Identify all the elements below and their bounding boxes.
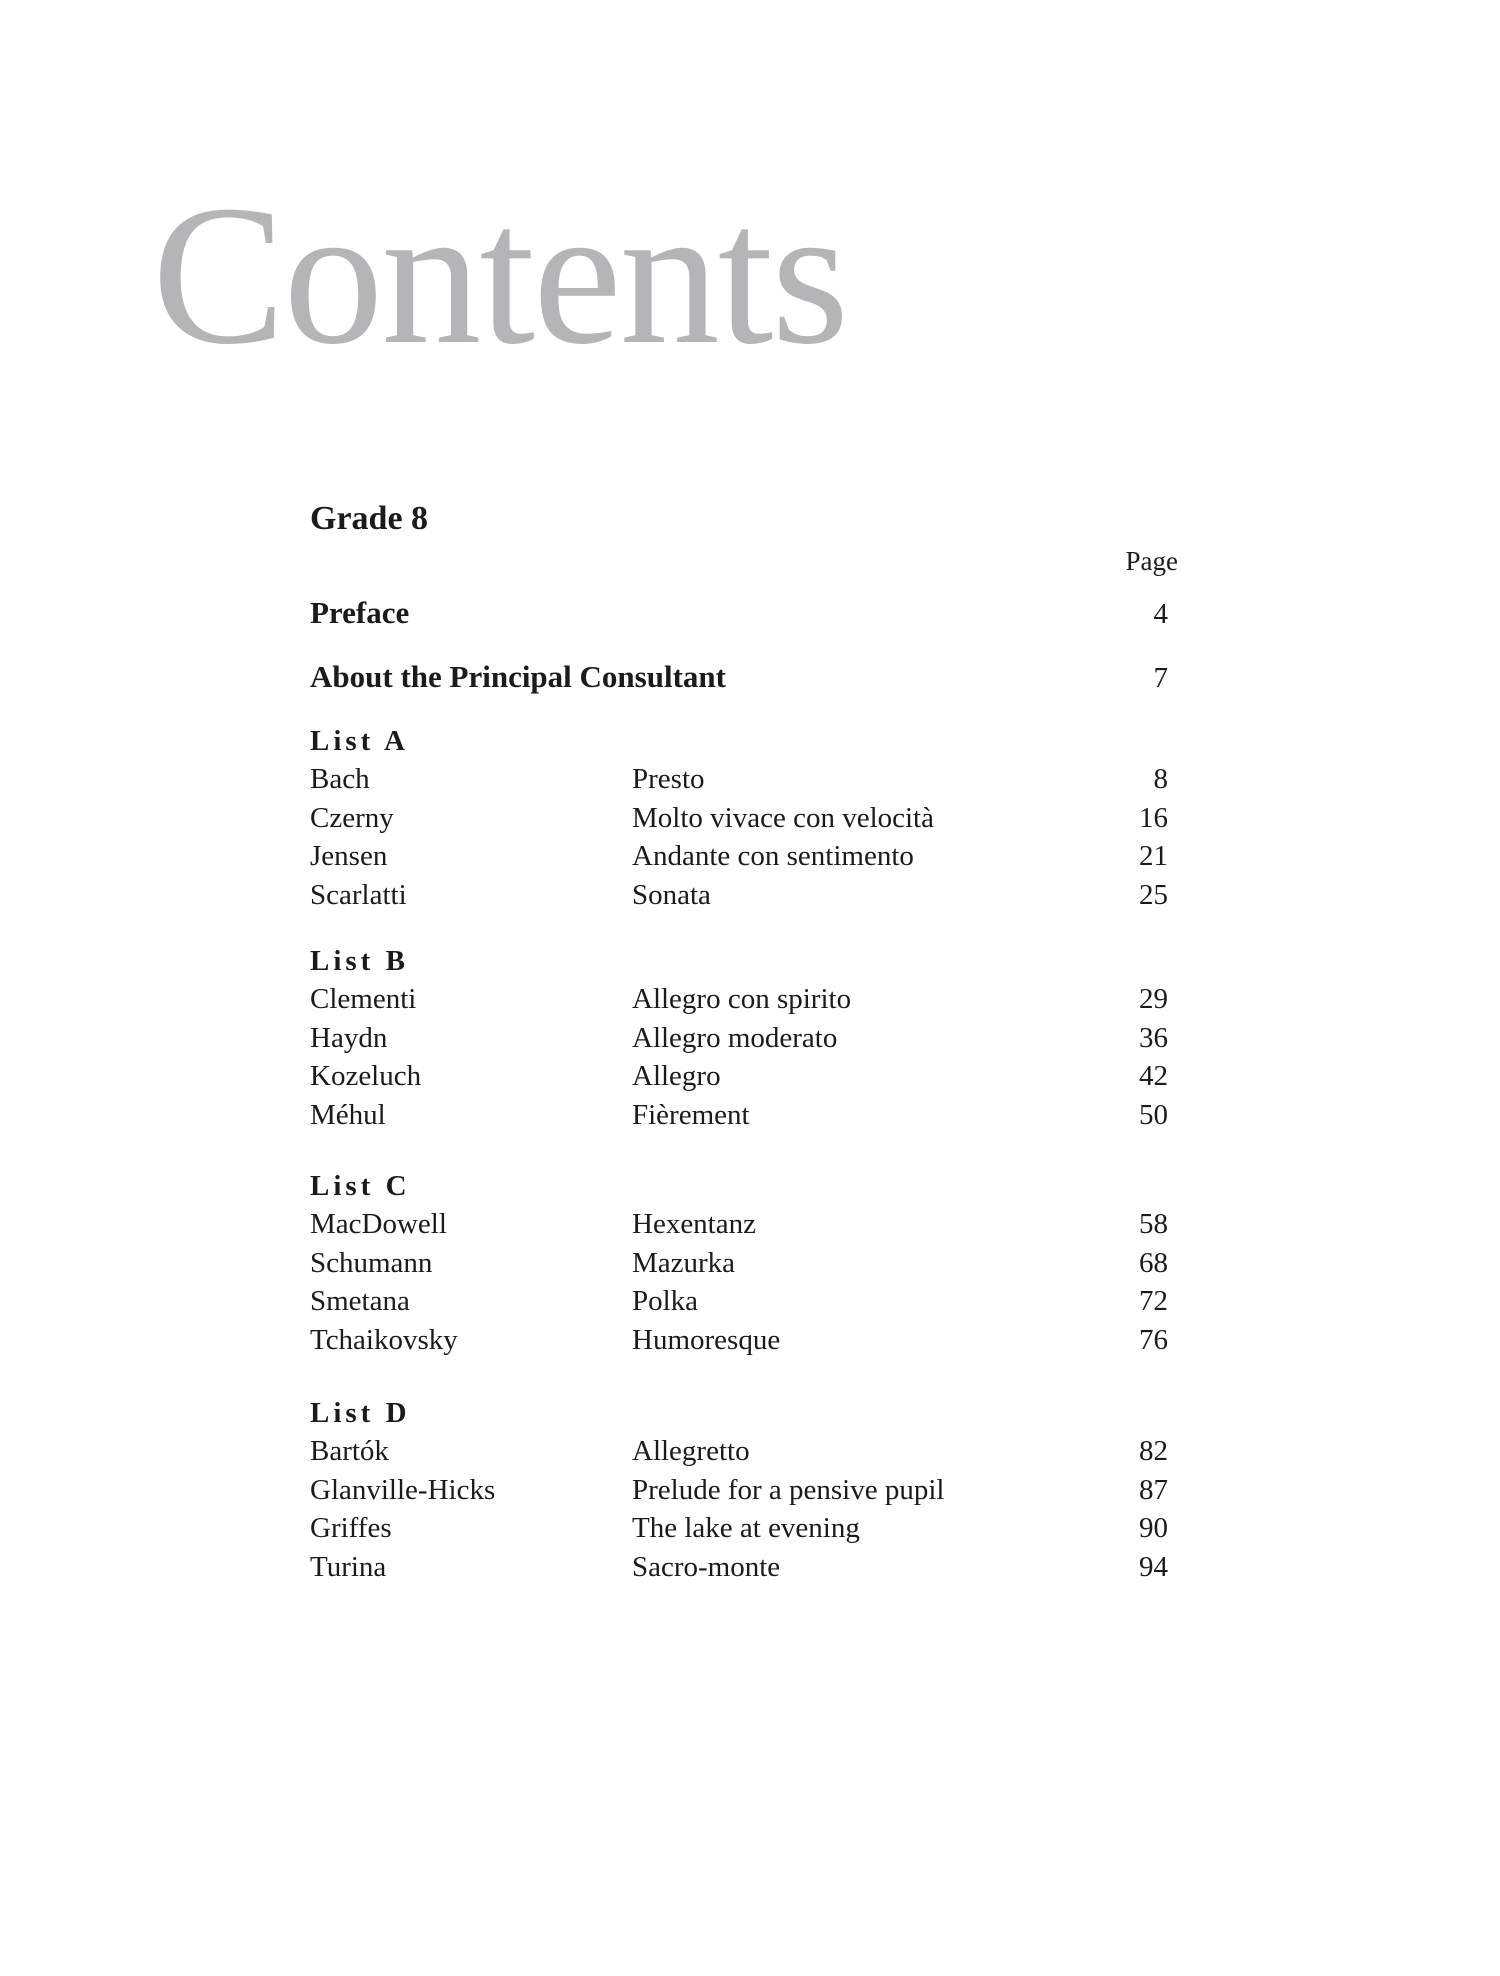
- toc-entry: [310, 1471, 1178, 1510]
- entry-composer: Griffes: [310, 1512, 392, 1544]
- entry-page-number: 50: [1139, 1098, 1168, 1131]
- entry-title: Molto vivace con velocità: [632, 801, 934, 834]
- entry-title: Allegro moderato: [632, 1021, 838, 1054]
- entry-composer: Jensen: [310, 840, 388, 872]
- toc-entry: [310, 1509, 1178, 1548]
- entry-page-number: 16: [1139, 801, 1168, 834]
- toc-entry: [310, 980, 1178, 1019]
- entry-page-number: 76: [1139, 1323, 1168, 1356]
- entry-title: Sonata: [632, 878, 711, 911]
- entry-page-number: 90: [1139, 1512, 1168, 1544]
- contents-title: Contents: [152, 165, 848, 386]
- entry-title: Allegro con spirito: [632, 983, 852, 1015]
- entry-title: Allegro: [632, 1060, 721, 1092]
- section-heading: List B: [310, 945, 409, 977]
- table-of-contents: [310, 500, 1178, 1586]
- entry-composer: Czerny: [310, 801, 394, 834]
- entry-title: Humoresque: [632, 1323, 781, 1356]
- grade-heading: Grade 8: [310, 500, 429, 537]
- entry-label: Preface: [310, 595, 410, 630]
- entry-page-number: 25: [1139, 878, 1168, 911]
- entry-page-number: 58: [1139, 1208, 1168, 1240]
- toc-entry: [310, 837, 1178, 876]
- entry-composer: Kozeluch: [310, 1060, 422, 1092]
- toc-entry-about-consultant: [310, 656, 1178, 699]
- entry-composer: Schumann: [310, 1246, 433, 1279]
- page-column-header: Page: [1125, 546, 1178, 576]
- entry-title: Sacro-monte: [632, 1550, 781, 1583]
- entry-composer: Clementi: [310, 983, 417, 1015]
- toc-entry: [310, 1548, 1178, 1587]
- toc-entry-preface: [310, 592, 1178, 635]
- entry-page-number: 8: [1153, 763, 1168, 795]
- toc-entry: [310, 876, 1178, 915]
- entry-composer: Bach: [310, 763, 370, 795]
- toc-entry: [310, 1244, 1178, 1283]
- entry-page-number: 68: [1139, 1246, 1168, 1279]
- entry-composer: Glanville-Hicks: [310, 1473, 496, 1506]
- entry-title: Mazurka: [632, 1246, 736, 1279]
- entry-page-number: 36: [1139, 1021, 1168, 1054]
- entry-composer: Bartók: [310, 1435, 389, 1467]
- entry-composer: MacDowell: [310, 1208, 447, 1240]
- entry-page-number: 94: [1139, 1550, 1168, 1583]
- entry-title: Hexentanz: [632, 1208, 756, 1240]
- toc-entry: [310, 1205, 1178, 1244]
- entry-page-number: 82: [1139, 1435, 1168, 1467]
- entry-composer: Scarlatti: [310, 878, 407, 911]
- section-list-c: [310, 1167, 1178, 1359]
- entry-title: The lake at evening: [632, 1512, 860, 1544]
- entry-title: Andante con sentimento: [632, 840, 914, 872]
- section-list-a: [310, 722, 1178, 914]
- section-list-d: [310, 1394, 1178, 1586]
- toc-entry: [310, 1432, 1178, 1471]
- entry-title: Prelude for a pensive pupil: [632, 1473, 945, 1506]
- entry-composer: Haydn: [310, 1021, 388, 1054]
- entry-page-number: 21: [1139, 840, 1168, 872]
- entry-page-number: 4: [1153, 598, 1168, 630]
- entry-composer: Smetana: [310, 1285, 410, 1317]
- toc-entry: [310, 1019, 1178, 1058]
- section-heading: List D: [310, 1397, 411, 1429]
- entry-title: Presto: [632, 763, 705, 795]
- toc-entry: [310, 760, 1178, 799]
- entry-page-number: 42: [1139, 1060, 1168, 1092]
- entry-page-number: 72: [1139, 1285, 1168, 1317]
- entry-page-number: 29: [1139, 983, 1168, 1015]
- entry-title: Fièrement: [632, 1098, 750, 1131]
- toc-entry: [310, 799, 1178, 838]
- entry-title: Allegretto: [632, 1435, 750, 1467]
- section-heading: List C: [310, 1170, 411, 1202]
- section-list-b: [310, 942, 1178, 1134]
- toc-entry: [310, 1096, 1178, 1135]
- toc-entry: [310, 1057, 1178, 1096]
- entry-composer: Méhul: [310, 1098, 386, 1131]
- toc-entry: [310, 1282, 1178, 1321]
- entry-label: About the Principal Consultant: [310, 659, 726, 694]
- entry-composer: Turina: [310, 1550, 387, 1583]
- toc-entry: [310, 1321, 1178, 1360]
- entry-page-number: 87: [1139, 1473, 1168, 1506]
- section-heading: List A: [310, 725, 409, 757]
- entry-composer: Tchaikovsky: [310, 1323, 458, 1356]
- entry-title: Polka: [632, 1285, 699, 1317]
- entry-page-number: 7: [1153, 662, 1168, 694]
